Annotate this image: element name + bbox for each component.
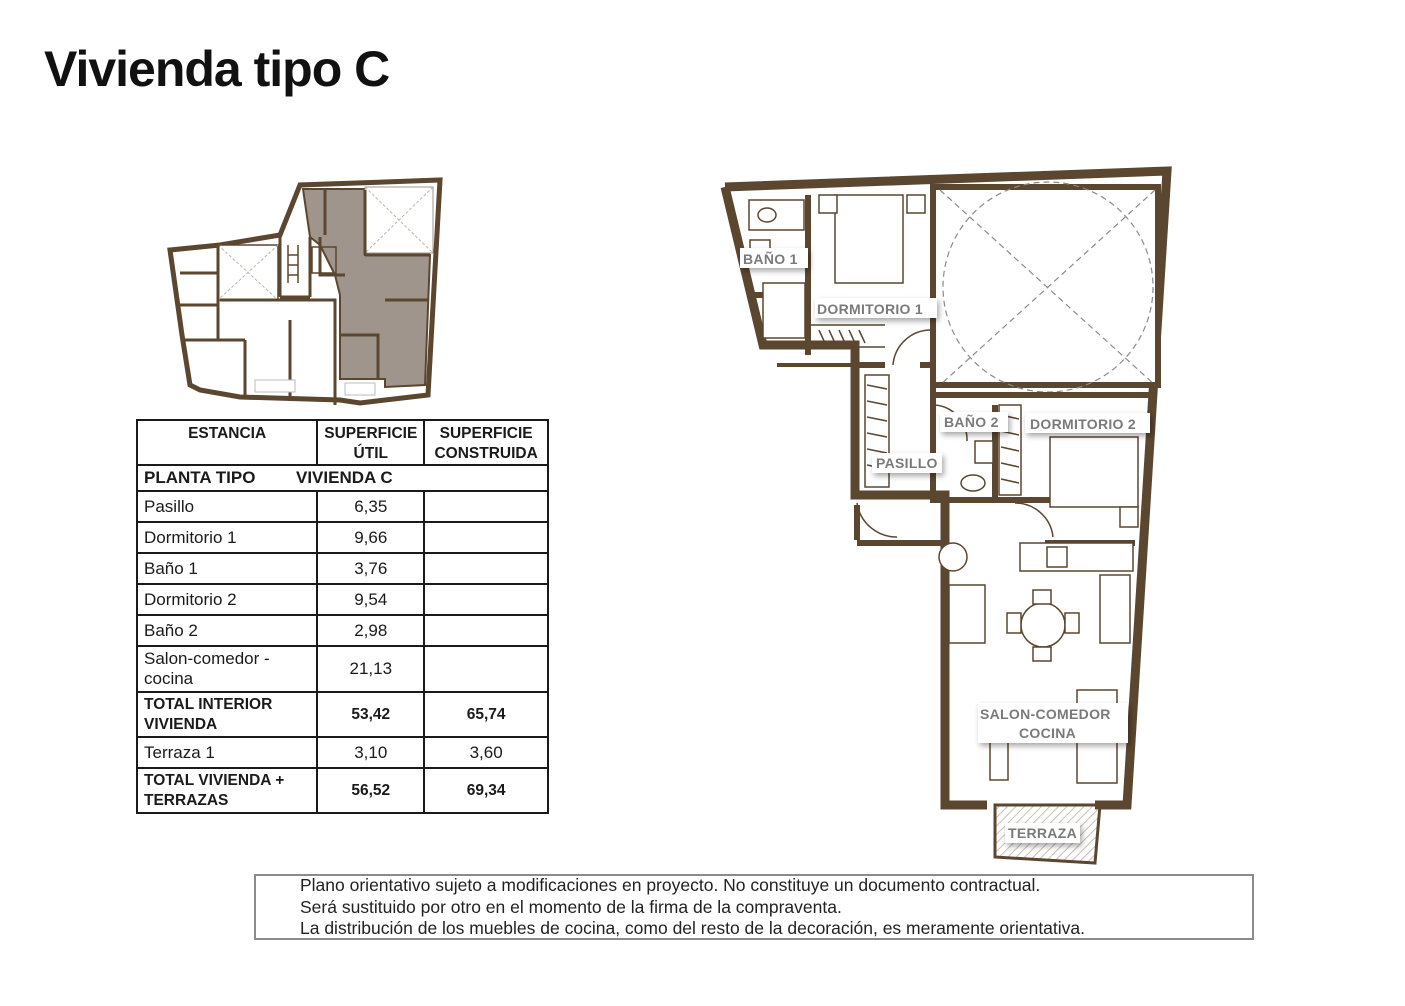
label-salon: SALON-COMEDOR xyxy=(980,706,1111,722)
row-util: 21,13 xyxy=(317,646,424,692)
row-util: 6,35 xyxy=(317,491,424,522)
row-construida xyxy=(424,584,548,615)
row-name: Pasillo xyxy=(137,491,317,522)
label-bano1: BAÑO 1 xyxy=(743,251,798,267)
row-name: Baño 2 xyxy=(137,615,317,646)
label-dormitorio2: DORMITORIO 2 xyxy=(1030,416,1137,432)
table-row xyxy=(137,646,548,692)
label-dormitorio1: DORMITORIO 1 xyxy=(817,301,924,317)
header-superficie-util: SUPERFICIE ÚTIL xyxy=(317,420,424,465)
floor-plan xyxy=(715,165,1185,870)
row-construida xyxy=(424,553,548,584)
row-construida: 65,74 xyxy=(424,692,548,737)
area-table xyxy=(136,419,549,814)
row-name: Dormitorio 2 xyxy=(137,584,317,615)
terraza-row xyxy=(137,737,548,768)
row-construida: 3,60 xyxy=(424,737,548,768)
header-superficie-construida: SUPERFICIE CONSTRUIDA xyxy=(424,420,548,465)
table-row xyxy=(137,584,548,615)
disclaimer-line: La distribución de los muebles de cocina, como del resto de la decoración, es meramente orientativa. xyxy=(300,918,1086,938)
label-pasillo: PASILLO xyxy=(876,455,938,471)
row-construida xyxy=(424,522,548,553)
key-plan xyxy=(160,175,450,410)
row-name: Dormitorio 1 xyxy=(137,522,317,553)
row-util: 2,98 xyxy=(317,615,424,646)
row-name: Terraza 1 xyxy=(137,737,317,768)
section-planta: PLANTA TIPO xyxy=(144,468,256,487)
table-row xyxy=(137,615,548,646)
total-vivienda-row xyxy=(137,768,548,813)
disclaimer-line: Plano orientativo sujeto a modificaciones en proyecto. No constituye un documento contractual. xyxy=(300,875,1041,895)
row-construida xyxy=(424,646,548,692)
row-name: TOTAL INTERIOR VIVIENDA xyxy=(137,692,317,737)
row-name: TOTAL VIVIENDA + TERRAZAS xyxy=(137,768,317,813)
table-header-row xyxy=(137,420,548,465)
row-construida xyxy=(424,615,548,646)
table-row xyxy=(137,522,548,553)
total-interior-row xyxy=(137,692,548,737)
row-util: 53,42 xyxy=(317,692,424,737)
row-util: 3,76 xyxy=(317,553,424,584)
row-util: 56,52 xyxy=(317,768,424,813)
row-util: 9,66 xyxy=(317,522,424,553)
row-construida: 69,34 xyxy=(424,768,548,813)
label-terraza: TERRAZA xyxy=(1008,825,1077,841)
row-construida xyxy=(424,491,548,522)
row-util: 9,54 xyxy=(317,584,424,615)
disclaimer-line: Será sustituido por otro en el momento de la firma de la compraventa. xyxy=(300,896,842,917)
label-bano2: BAÑO 2 xyxy=(944,414,999,430)
row-name: Salon-comedor - cocina xyxy=(137,646,317,692)
section-row xyxy=(137,465,548,491)
row-name: Baño 1 xyxy=(137,553,317,584)
section-vivienda: VIVIENDA C xyxy=(296,468,393,487)
table-row xyxy=(137,491,548,522)
header-estancia: ESTANCIA xyxy=(137,420,317,465)
label-cocina: COCINA xyxy=(1019,725,1077,741)
page-title: Vivienda tipo C xyxy=(44,41,390,97)
disclaimer-box xyxy=(254,874,1254,940)
table-row xyxy=(137,553,548,584)
row-util: 3,10 xyxy=(317,737,424,768)
